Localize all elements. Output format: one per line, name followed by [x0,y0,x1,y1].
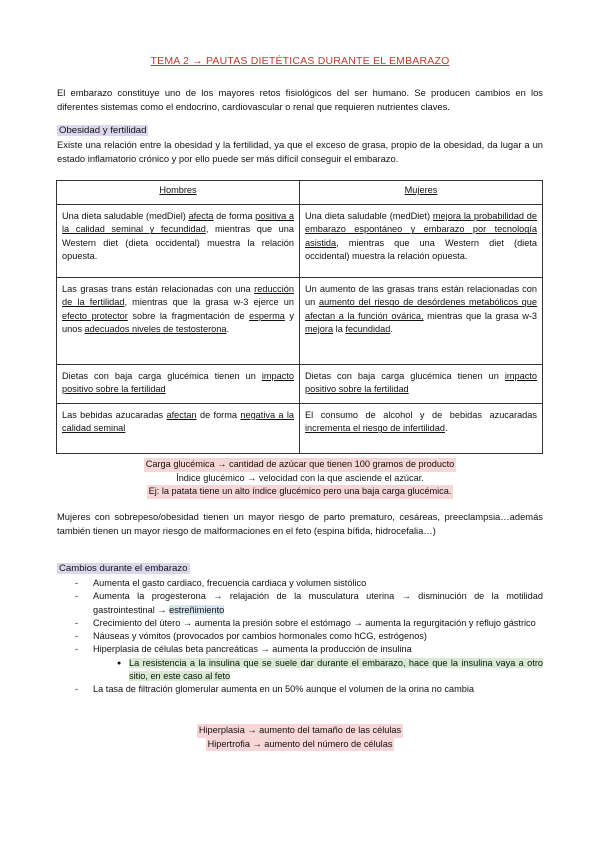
table-cell: Las bebidas azucaradas afectan de forma negativa a la calidad seminal [57,403,300,453]
table-row [57,278,543,365]
note-carga-glucemica: Carga glucémica → cantidad de azúcar que tienen 100 gramos de producto [144,458,456,472]
note-ejemplo: Ej: la patata tiene un alto índice glucémico pero una baja carga glucémica. [147,485,454,499]
definition-hipertrofia: Hipertrofia → aumento del número de células [206,738,395,752]
table-cell: Las grasas trans están relacionadas con una reducción de la fertilidad, mientras que la grasa w-3 ejerce un efecto protector sobre la fragmentación de esperma y unos adecuados niveles de testosterona. [57,278,300,365]
note-indice-glucemico: Índice glucémico → velocidad con la que asciende el azúcar. [176,472,424,483]
section-heading-obesidad: Obesidad y fertilidad [59,125,147,136]
table-cell: Un aumento de las grasas trans están relacionadas con un aumento del riesgo de desórdenes metabólicos que afectan a la función ovárica, mientras que la grasa w-3 mejora la fecundidad. [300,278,543,365]
definitions [0,724,600,751]
glycemic-notes [0,458,600,499]
section-heading-cambios: Cambios durante el embarazo [59,563,188,574]
page-title: TEMA 2 → PAUTAS DIETÉTICAS DURANTE EL EMBARAZO [150,55,450,67]
table-header-row [57,181,543,205]
intro-paragraph: El embarazo constituye uno de los mayores retos fisiológicos del ser humano. Se producen cambios en los diferentes sistemas como el endocrino, cardiovascular o renal que requieren nutrientes claves. [57,87,543,112]
table-row [57,205,543,278]
table-row [57,365,543,404]
list-item: - Crecimiento del útero → aumenta la presión sobre el estómago → aumenta la regurgitación y reflujo gástrico [75,617,536,628]
header-hombres: Hombres [57,181,300,205]
header-mujeres: Mujeres [300,181,543,205]
list-item: - Náuseas y vómitos (provocados por cambios hormonales como hCG, estrógenos) [75,631,427,642]
list-item: - La tasa de filtración glomerular aumenta en un 50% aunque el volumen de la orina no cambia [75,684,475,695]
table-cell: Dietas con baja carga glucémica tienen un impacto positivo sobre la fertilidad [300,365,543,404]
obesidad-paragraph: Existe una relación entre la obesidad y la fertilidad, ya que el exceso de grasa, propio de la obesidad, da lugar a un estado inflamatorio crónico y por ello puede ser más difícil conseguir el embarazo. [57,139,543,164]
changes-list [57,577,543,697]
list-item: - Hiperplasia de células beta pancreáticas → aumenta la producción de insulina [75,644,412,655]
list-item: - Aumenta la progesterona → relajación de la musculatura uterina → disminución de la motilidad gastrointestinal → estreñimiento [75,591,543,615]
comparison-table [56,180,543,454]
definition-hiperplasia: Hiperplasia → aumento del tamaño de las células [197,724,403,738]
table-cell: Una dieta saludable (medDiet) mejora la probabilidad de embarazo espontáneo y embarazo por tecnología asistida, mientras que una Western diet (dieta occidental) muestra la relación opuesta. [300,205,543,278]
table-cell: Dietas con baja carga glucémica tienen un impacto positivo sobre la fertilidad [57,365,300,404]
table-cell: El consumo de alcohol y de bebidas azucaradas incrementa el riesgo de infertilidad. [300,403,543,453]
list-item: - Aumenta el gasto cardiaco, frecuencia cardiaca y volumen sistólico [75,578,367,588]
table-cell: Una dieta saludable (medDiel) afecta de forma positiva a la calidad seminal y fecundidad, mientras que una Western diet (dieta occidental) muestra la relación opuesta. [57,205,300,278]
list-subitem: ● La resistencia a la insulina que se suele dar durante el embarazo, hace que la insulina vaya a otro sitio, en este caso al feto [117,657,543,682]
table-row [57,403,543,453]
obesity-risk-paragraph: Mujeres con sobrepeso/obesidad tienen un mayor riesgo de parto prematuro, cesáreas, preeclampsia…además también tienen un mayor riesgo de malformaciones en el feto (espina bífida, hidrocefalia…) [57,511,543,536]
